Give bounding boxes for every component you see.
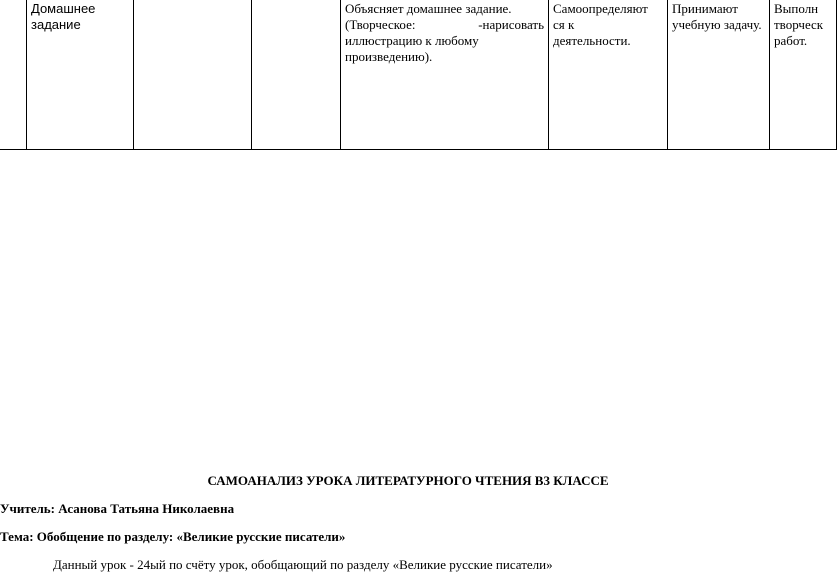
student-activity-line: работ. xyxy=(774,33,808,48)
personal-uud-line: деятельности. xyxy=(553,33,631,48)
teacher-activity-word: -нарисовать xyxy=(478,17,544,32)
teacher-activity-line: Объясняет домашнее задание. xyxy=(345,1,512,16)
personal-uud-line: ся к xyxy=(553,17,575,32)
table-cell-stage xyxy=(27,0,134,150)
table-row-homework xyxy=(0,0,837,150)
table-cell-student-activity xyxy=(770,0,837,150)
teacher-name: Асанова Татьяна Николаевна xyxy=(58,501,235,516)
analysis-paragraph: Данный урок - 24ый по счёту урок, обобщающий по разделу «Великие русские писатели» xyxy=(53,557,553,572)
teacher-label: Учитель: xyxy=(0,501,56,516)
topic-line xyxy=(0,529,345,545)
student-activity-line: творческ xyxy=(774,17,824,32)
teacher-activity-word: (Творческое: xyxy=(345,17,416,32)
table-cell-empty xyxy=(252,0,341,150)
topic-value: Обобщение по разделу: «Великие русские писатели» xyxy=(36,529,346,544)
student-activity-line: Выполн xyxy=(774,1,819,16)
regulatory-uud-line: учебную задачу. xyxy=(672,17,762,32)
teacher-activity-line: произведению). xyxy=(345,49,433,64)
table-cell-regulatory-uud xyxy=(668,0,770,150)
lesson-plan-table xyxy=(0,0,837,150)
table-cell-personal-uud xyxy=(549,0,668,150)
teacher-activity-line: иллюстрацию к любому xyxy=(345,33,479,48)
regulatory-uud-line: Принимают xyxy=(672,1,738,16)
table-cell-teacher-activity xyxy=(341,0,549,150)
teacher-activity-line xyxy=(345,17,544,33)
stage-line: задание xyxy=(31,17,81,32)
stage-line: Домашнее xyxy=(31,1,96,16)
personal-uud-line: Самоопределяют xyxy=(553,1,648,16)
table-cell-number xyxy=(0,0,27,150)
table-cell-empty xyxy=(134,0,252,150)
teacher-line xyxy=(0,501,234,517)
lesson-plan-table-fragment xyxy=(0,0,824,152)
analysis-title: САМОАНАЛИЗ УРОКА ЛИТЕРАТУРНОГО ЧТЕНИЯ В3 КЛАССЕ xyxy=(207,473,609,488)
topic-label: Тема: xyxy=(0,529,34,544)
